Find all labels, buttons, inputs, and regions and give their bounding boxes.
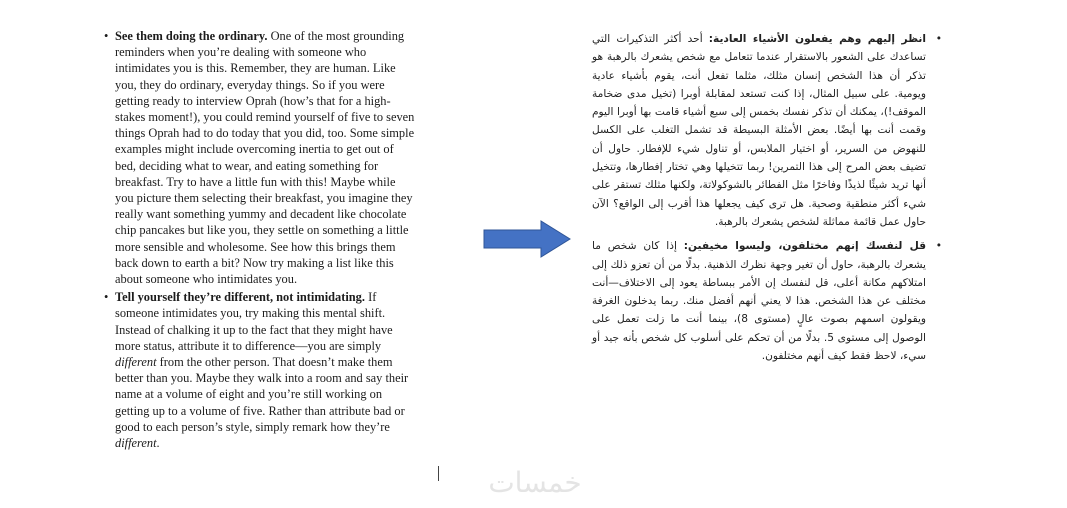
item-body: If someone intimidates you, try making this mental shift. Instead of chalking it up to the fact that they might have more status, attribute it to difference—you are simply: [115, 290, 393, 353]
bullet-icon: •: [935, 240, 942, 253]
arabic-text-column: [592, 30, 942, 371]
item-body: .: [156, 436, 160, 451]
item-heading: قل لنفسك إنهم مختلفون، وليسوا مخيفين:: [683, 240, 927, 253]
emphasis-text: different: [115, 436, 157, 451]
list-item: [104, 289, 416, 451]
text-cursor: [438, 466, 439, 481]
bullet-icon: •: [104, 29, 109, 43]
item-body: One of the most grounding reminders when you’re dealing with someone who intimidates you is this. Remember, they are human. Like you, they do ordinary, everyday things. So if you were getting ready to interview Oprah (how’s that for a high-stakes moment!), you could remind yourself of five to seven things Oprah had to do today that you did, too. Some simple examples might include overcoming inertia to get out of bed, deciding what to wear, and eating something for breakfast. Try to have a little fun with this! Maybe while you picture them selecting their breakfast, you imagine they really want something yummy and decadent like chocolate chip pancakes but like you, they settle on something a little more sensible and wholesome. See how this brings them back down to earth a bit? Now try making a list like this about someone who intimidates you.: [115, 29, 415, 287]
list-item: [104, 28, 416, 287]
right-arrow-icon: [483, 220, 571, 258]
item-body: from the other person. That doesn’t make them better than you. Maybe they walk into a room and say their name at a volume of eight and you’re still working on getting up to a volume of five. Rather than attribute bad or good to each person’s style, simply remark how they’re: [115, 355, 409, 434]
item-heading: See them doing the ordinary.: [115, 29, 268, 43]
item-heading: Tell yourself they’re different, not intimidating.: [115, 290, 365, 305]
item-body: أحد أكثر التذكيرات التي تساعدك على الشعور بالاستقرار عندما تتعامل مع شخص يشعرك بالرهبة هو تذكر أن هذا الشخص إنسان مثلك، مثلما تفعل أنت، يقوم بأشياء عادية ويومية. على سبيل المثال، إذا كنت تستعد لمقابلة أوبرا (تخيل مدى ضخامة الموقف!)، يمكنك أن تذكر نفسك بخمس إلى سبع أشياء قامت بها أوبرا اليوم وقمت أنت بها أيضًا. بعض الأمثلة البسيطة قد تشمل التغلب على الكسل للنهوض من السرير، أو اختيار الملابس، أو تناول شيء للإفطار. حاول أن تضيف بعض المرح إلى هذا التمرين! ربما تتخيلها وهي تختار إفطارها، وتتخيل أنها تريد شيئًا لذيذًا وفاخرًا مثل الفطائر بالشوكولاتة، ولكنها مثلك تستقر على شيء أكثر منطقية وصحية. هل ترى كيف يجعلها هذا أقرب إلى الواقع؟ الآن حاول عمل قائمة مماثلة لشخص يشعرك بالرهبة.: [592, 33, 926, 228]
item-body: إذا كان شخص ما يشعرك بالرهبة، حاول أن تغير وجهة نظرك الذهنية. بدلًا من أن تعزو ذلك إلى امتلاكهم مكانة أعلى، قل لنفسك إن الأمر ببساطة يعود إلى الاختلاف—أنت مختلف عن هذا الشخص. هذا لا يعني أنهم أفضل منك. ربما يدخلون الغرفة ويقولون اسمهم بصوت عالٍ (مستوى 8)، بينما أنت ما زلت تعمل على الوصول إلى مستوى 5. بدلًا من أن تحكم على أسلوب كل شخص بأنه جيد أو سيء، لاحظ فقط كيف أنهم مختلفون.: [592, 240, 927, 363]
english-text-column: [104, 28, 416, 453]
item-heading: انظر إليهم وهم يفعلون الأشياء العادية:: [708, 33, 926, 45]
bullet-icon: •: [935, 33, 942, 45]
list-item: [592, 30, 942, 231]
watermark: خمسات: [488, 466, 582, 499]
emphasis-text: different: [115, 355, 157, 370]
bullet-icon: •: [104, 290, 109, 305]
list-item: [592, 237, 942, 365]
